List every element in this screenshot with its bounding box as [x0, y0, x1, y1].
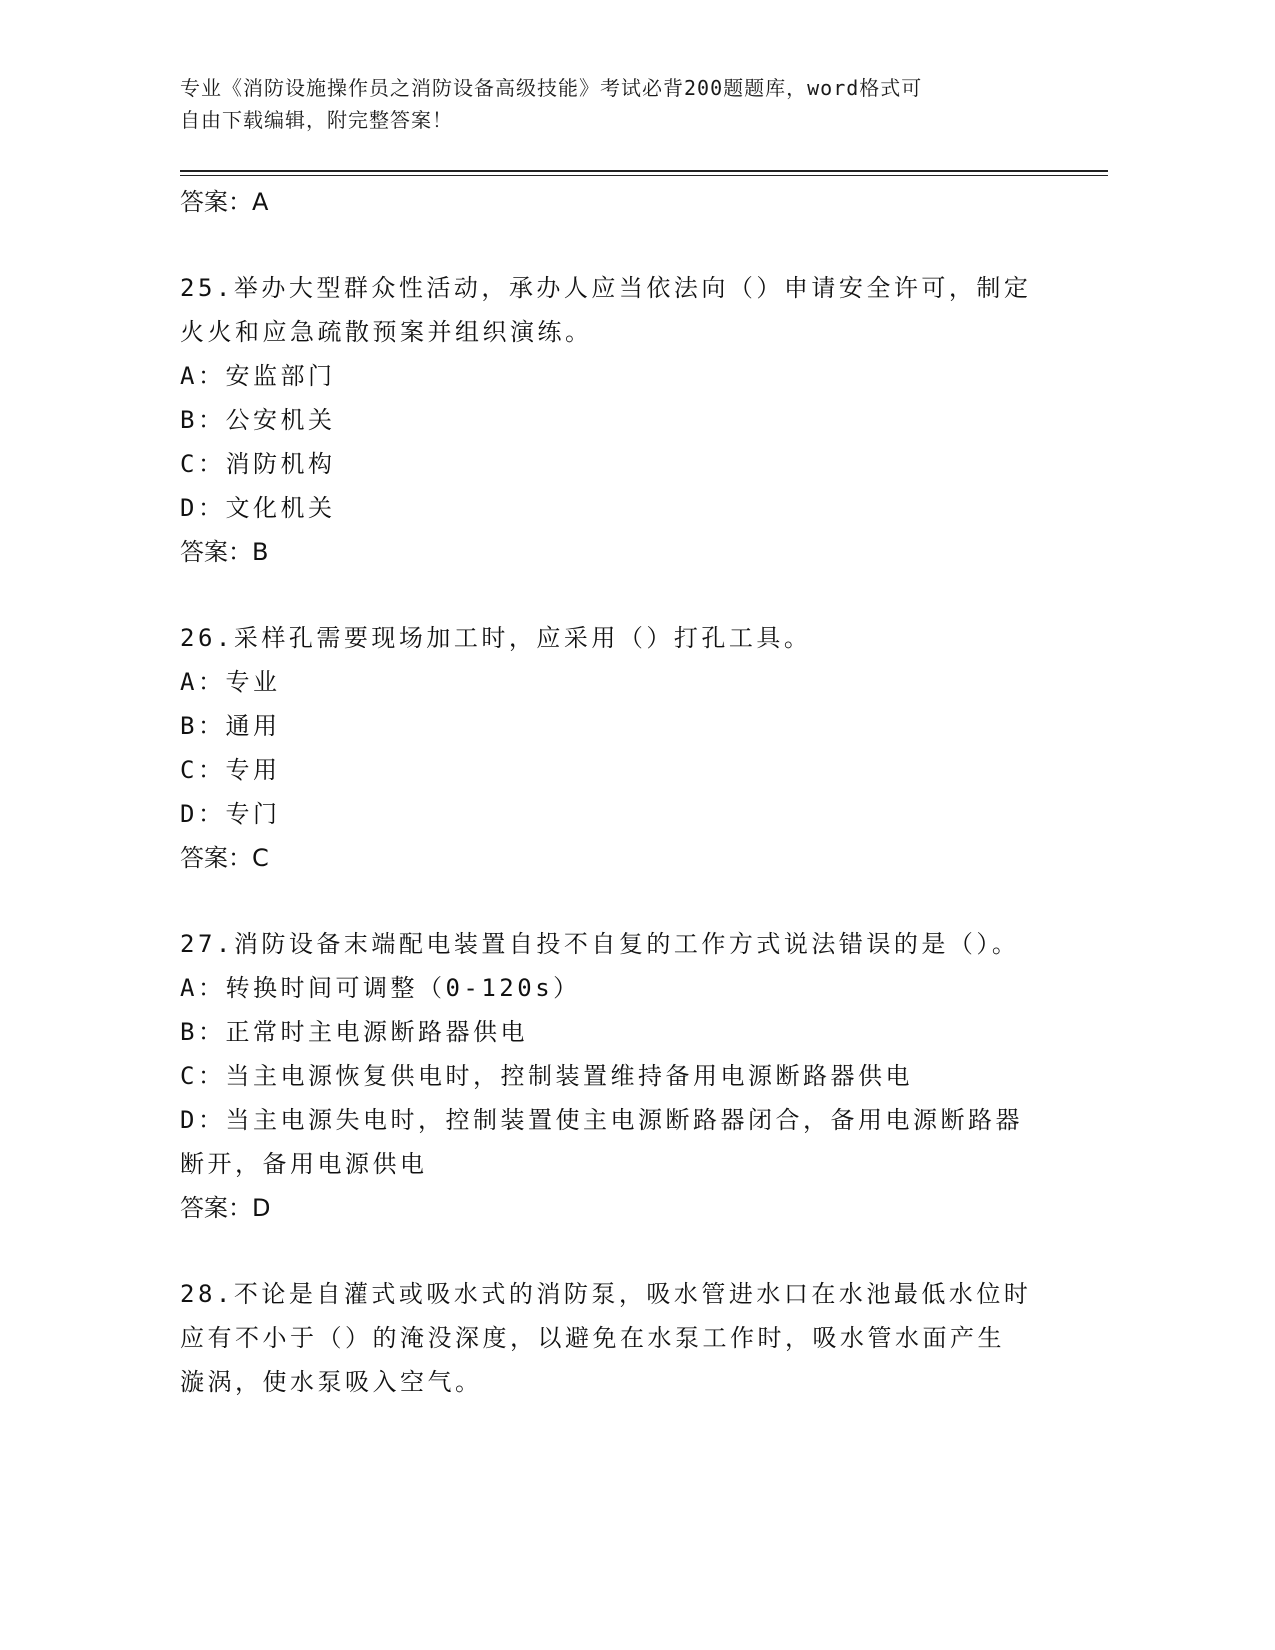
question-stem-line: 应有不小于（）的淹没深度，以避免在水泵工作时，吸水管水面产生: [180, 1324, 1005, 1352]
question-stem-line: 25.举办大型群众性活动，承办人应当依法向（）申请安全许可，制定: [180, 274, 1032, 302]
option-a: A：专业: [180, 668, 281, 696]
question-stem-line: 火火和应急疏散预案并组织演练。: [180, 318, 593, 346]
option-a: A：安监部门: [180, 362, 336, 390]
question-26: [180, 616, 1040, 880]
question-25: [180, 266, 1040, 574]
option-c: C：当主电源恢复供电时，控制装置维持备用电源断路器供电: [180, 1062, 913, 1090]
option-b: B：公安机关: [180, 406, 336, 434]
header-rule-thick: [180, 170, 1108, 172]
option-b: B：通用: [180, 712, 281, 740]
answer-line: 答案：A: [180, 188, 269, 216]
option-a: A：转换时间可调整（0-120s）: [180, 974, 581, 1002]
option-d: D：专门: [180, 800, 281, 828]
answer-line: 答案：B: [180, 538, 269, 566]
option-c: C：专用: [180, 756, 281, 784]
option-b: B：正常时主电源断路器供电: [180, 1018, 528, 1046]
question-stem-line: 27.消防设备末端配电装置自投不自复的工作方式说法错误的是（）。: [180, 930, 1020, 958]
answer-line: 答案：D: [180, 1194, 271, 1222]
option-d-continued: 断开，备用电源供电: [180, 1150, 428, 1178]
question-stem-line: 28.不论是自灌式或吸水式的消防泵，吸水管进水口在水池最低水位时: [180, 1280, 1032, 1308]
header-line-1: 专业《消防设施操作员之消防设备高级技能》考试必背200题题库，word格式可: [180, 76, 923, 100]
document-body: [180, 180, 1040, 1404]
header-rule-thin: [180, 175, 1108, 176]
header-line-2: 自由下载编辑，附完整答案！: [180, 108, 453, 132]
document-header: [180, 72, 1040, 136]
question-stem-line: 漩涡，使水泵吸入空气。: [180, 1368, 483, 1396]
option-d: D：当主电源失电时，控制装置使主电源断路器闭合，备用电源断路器: [180, 1106, 1023, 1134]
option-c: C：消防机构: [180, 450, 336, 478]
question-stem-line: 26.采样孔需要现场加工时，应采用（）打孔工具。: [180, 624, 812, 652]
option-d: D：文化机关: [180, 494, 336, 522]
question-27: [180, 922, 1040, 1230]
question-28: [180, 1272, 1040, 1404]
answer-line: 答案：C: [180, 844, 269, 872]
